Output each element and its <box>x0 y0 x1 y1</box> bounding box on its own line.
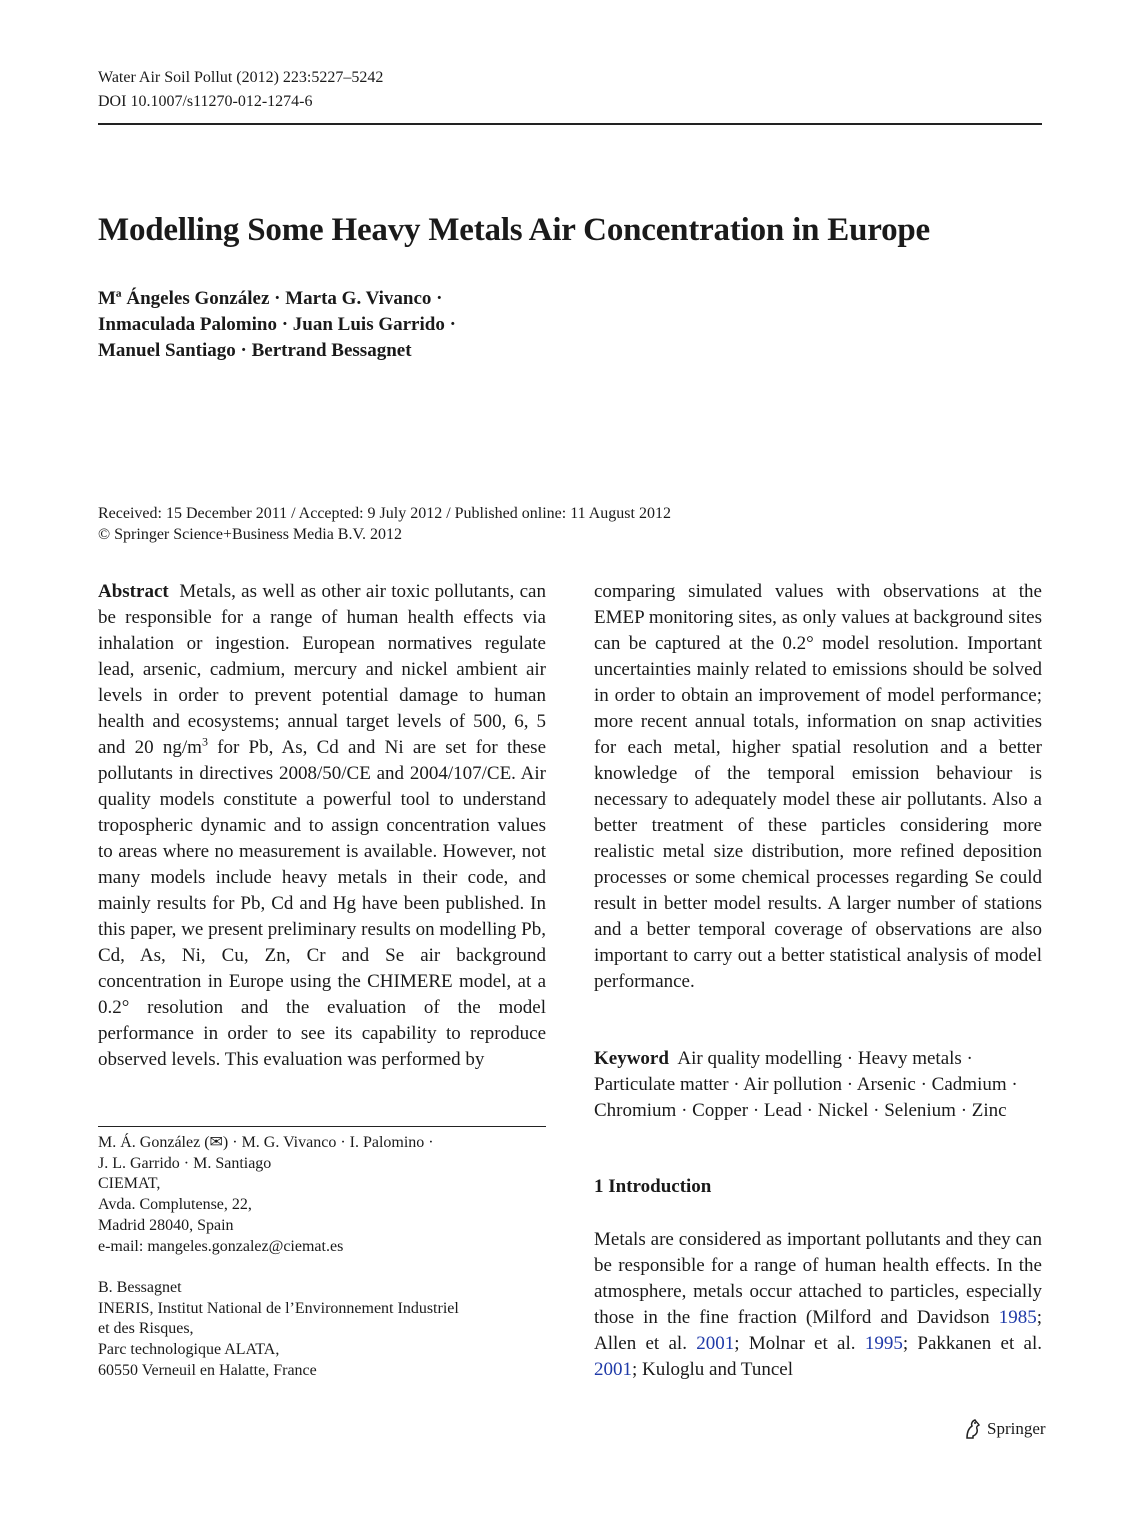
citation-link[interactable]: 2001 <box>594 1359 632 1380</box>
author-line-3 <box>98 338 456 364</box>
abstract-continuation <box>594 579 1042 995</box>
intro-text: Metals are considered as important pollutants and they can be responsible for a range of human health effects. In the atmosphere, metals occur attached to particles, especially those in the fine fraction (Milford and Davidson <box>594 1229 1042 1328</box>
citation-link[interactable]: 2001 <box>696 1333 735 1354</box>
journal-citation: Water Air Soil Pollut (2012) 223:5227–5242 <box>98 69 384 86</box>
journal-header <box>98 66 383 114</box>
author-line-1 <box>98 286 456 312</box>
affiliation-line: 60550 Verneuil en Halatte, France <box>98 1361 317 1379</box>
author: Inmaculada Palomino <box>98 314 277 335</box>
author-separator: · <box>436 288 443 309</box>
publication-dates <box>98 503 671 545</box>
affiliation-ineris <box>98 1278 459 1382</box>
author-line-2 <box>98 312 456 338</box>
footnote-rule <box>98 1126 546 1127</box>
history-line: Received: 15 December 2011 / Accepted: 9 July 2012 / Published online: 11 August 2012 <box>98 505 671 522</box>
affiliation-line: J. L. Garrido · M. Santiago <box>98 1154 272 1172</box>
citation-link[interactable]: 1985 <box>998 1307 1037 1328</box>
author: Juan Luis Garrido <box>292 314 445 335</box>
keywords-label: Keyword <box>594 1048 669 1069</box>
author: Bertrand Bessagnet <box>251 340 412 361</box>
author-separator: · <box>274 288 281 309</box>
affiliation-line: Madrid 28040, Spain <box>98 1216 234 1234</box>
author-list <box>98 286 456 364</box>
intro-text: ; Pakkanen et al. <box>902 1333 1042 1354</box>
affiliation-line: et des Risques, <box>98 1320 194 1338</box>
affiliation-line: INERIS, Institut National de l’Environnement Industriel <box>98 1299 459 1317</box>
abstract <box>98 579 546 1073</box>
superscript: 3 <box>201 734 208 749</box>
intro-text: ; Allen et al. <box>594 1307 1042 1354</box>
header-rule <box>98 123 1042 125</box>
paper-title: Modelling Some Heavy Metals Air Concentration in Europe <box>98 212 930 248</box>
intro-text: ; Molnar et al. <box>734 1333 865 1354</box>
intro-text: ; Kuloglu and Tuncel <box>632 1359 793 1380</box>
affiliation-line: CIEMAT, <box>98 1175 161 1193</box>
email-line[interactable]: e-mail: mangeles.gonzalez@ciemat.es <box>98 1237 344 1255</box>
keywords-line: Particulate matter · Air pollution · Arsenic · Cadmium · <box>594 1074 1018 1095</box>
author: Manuel Santiago <box>98 340 236 361</box>
author: Marta G. Vivanco <box>285 288 432 309</box>
affiliation-line: Parc technologique ALATA, <box>98 1341 280 1359</box>
affiliation-line: Avda. Complutense, 22, <box>98 1196 252 1214</box>
affiliation-line: M. Á. González (✉) · M. G. Vivanco · I. Palomino · <box>98 1134 434 1151</box>
affiliation-ciemat <box>98 1133 434 1257</box>
citation-link[interactable]: 1995 <box>864 1333 903 1354</box>
author-separator: · <box>281 314 289 335</box>
publisher-name: Springer <box>987 1419 1046 1438</box>
keywords-line: Air quality modelling · Heavy metals · <box>677 1048 973 1069</box>
abstract-text: Metals, as well as other air toxic pollutants, can be responsible for a range of human health effects via inhalation or ingestion. European normatives regulate lead, arsenic, cadmium, mercury and nickel ambient air levels in order to prevent potential damage to human health and ecosystems; annual target levels of 500, 6, 5 and 20 ng/m <box>98 581 546 758</box>
springer-horse-icon <box>963 1418 983 1440</box>
abstract-text-continued: comparing simulated values with observations at the EMEP monitoring sites, as only values at background sites can be captured at the 0.2° model resolution. Important uncertainties mainly related to emissions should be solved in order to obtain an improvement of model performance; more recent annual totals, information on snap activities for each metal, higher spatial resolution and a better knowledge of the temporal emission behaviour is necessary to adequately model these air pollutants. Also a better treatment of these particles considering more realistic metal size distribution, more refined deposition processes or some chemical processes regarding Se could result in better model results. A larger number of stations and a better temporal coverage of observations are also important to carry out a better statistical analysis of model performance. <box>594 581 1042 992</box>
keywords-line: Chromium · Copper · Lead · Nickel · Selenium · Zinc <box>594 1100 1007 1121</box>
section-heading: 1 Introduction <box>594 1176 712 1197</box>
author-separator: · <box>240 340 247 361</box>
copyright-line: © Springer Science+Business Media B.V. 2012 <box>98 526 402 543</box>
doi-line: DOI 10.1007/s11270-012-1274-6 <box>98 93 313 110</box>
affiliation-line: B. Bessagnet <box>98 1279 182 1296</box>
publisher-logo <box>963 1418 1046 1440</box>
abstract-text-cont: for Pb, As, Cd and Ni are set for these pollutants in directives 2008/50/CE and 2004/107/CE. Air quality models constitute a powerful tool to understand tropospheric dynamic and to assign concentration values to areas where no measurement is available. However, not many models include heavy metals in their code, and mainly results for Pb, Cd and Hg have been published. In this paper, we present preliminary results on modelling Pb, Cd, As, Ni, Cu, Zn, Cr and Se air background concentration in Europe using the CHIMERE model, at a 0.2° resolution and the evaluation of the model performance in order to see its capability to reproduce observed levels. This evaluation was performed by <box>98 737 546 1070</box>
author: Mª Ángeles González <box>98 288 270 309</box>
introduction-text <box>594 1227 1042 1383</box>
author-separator: · <box>449 314 456 335</box>
abstract-label: Abstract <box>98 581 169 602</box>
keywords <box>594 1046 1042 1124</box>
